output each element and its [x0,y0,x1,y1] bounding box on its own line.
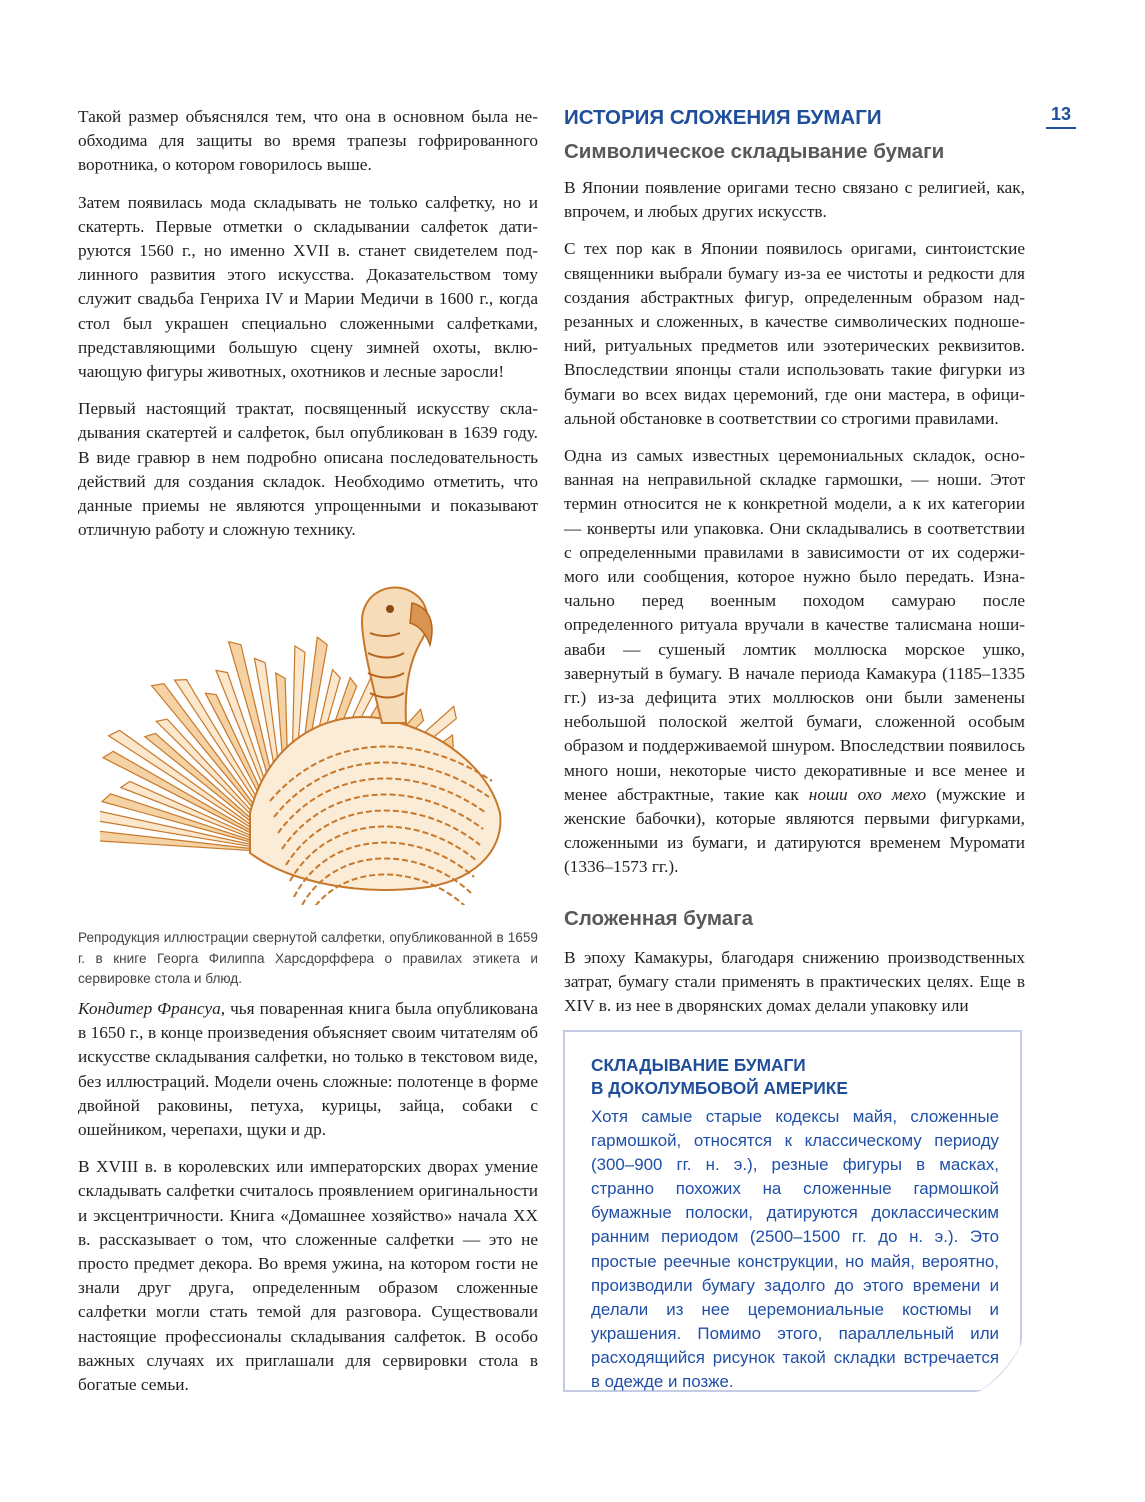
subsection-title: Сложенная бумага [564,906,754,930]
page-curl-icon [976,1340,1022,1392]
figure-caption: Репродукция иллюстрации свернутой салфетки, опубликованной в 1659 г. в книге Георга Филиппа Харсдорффера о правилах этикета и сервировке стола и блюд. [78,930,538,986]
page-number: 13 [1046,104,1076,129]
left-column-lower [78,997,538,1410]
italic-name: Кондитер Франсуа [78,999,221,1018]
sidebar-title-line: СКЛАДЫВАНИЕ БУМАГИ [591,1055,806,1075]
paragraph [78,997,538,1142]
paragraph: Затем появилась мода складывать не только салфетку, но и скатерть. Первые отметки о складывании салфеток датируются 1560 г., но именно XVII в. станет свидетелем подлинного развития этого искусства. Доказательством тому служит свадьба Генриха IV и Марии Медичи в 1600 г., когда стол был украшен специально сложенными салфетками, представляющими большую сцену зимней охоты, включающую фигуры животных, охотников и лесные заросли! [78,192,538,382]
paragraph: В XVIII в. в королевских или императорских дворах умение складывать салфетки считалось проявлением оригинальности и эксцентричности. Книга «Домашнее хозяйство» начала XX в. рассказывает о том, что сложенные салфетки — это не просто предмет декора. Во время ужина, на котором гости не знали друг друга, определенным образом сложенные салфетки могли стать темой для разговора. Существовали настоящие профессионалы складывания салфеток. В особо важных случаях их приглашали для сервировки стола в богатые семьи. [78,1157,538,1395]
paragraph: В эпоху Камакуры, благодаря снижению производственных затрат, бумагу стали применять в практических целях. Еще в XIV в. из нее в дворянских домах делали упаковку или [564,947,1025,1016]
folded-napkin-turkey-illustration [100,563,510,905]
sidebar-box [563,1030,1022,1392]
paragraph: Первый настоящий трактат, посвященный искусству складывания скатертей и салфеток, был опубликован в 1639 году. В виде гравюр в нем подробно описана последовательность действий для создания складок. Необходимо отметить, что данные приемы не являются упрощенными и показывают отличную работу и сложную технику. [78,399,538,540]
neck-and-head [362,588,432,723]
paragraph-text: (мужские и женские бабочки), которые являются первыми фигурками, сложенными из бумаги, и датируются временем Муромати (1336–1573 гг.). [564,784,1025,877]
section-title: ИСТОРИЯ СЛОЖЕНИЯ БУМАГИ [564,106,882,129]
sidebar-title [591,1054,991,1100]
paragraph [564,444,1025,880]
paragraph-text: , чья поваренная книга была опубликована в 1650 г., в конце произведения объясняет своим читателям об искусстве складывания салфетки, но только в текстовом виде, без иллюстраций. Модели очень сложные: полотенце в форме двойной раковины, петуха, курицы, зайца, собаки с ошейником, черепахи, щуки и др. [78,999,538,1140]
paragraph: В Японии появление оригами тесно связано с религией, как, впрочем, и любых других искусств. [564,178,1025,222]
sidebar-title-line: В ДОКОЛУМБОВОЙ АМЕРИКЕ [591,1078,848,1098]
turkey-napkin-drawing [100,563,510,905]
paragraph: Такой размер объяснялся тем, что она в основном была необходима для защиты во время трапезы гофрированного воротника, о котором говорилось выше. [78,107,538,175]
paragraph-text: Одна из самых известных церемониальных складок, основанная на неправильной складке гармошки, — ноши. Этот термин относится не к конкретной модели, а к их категории — конверты или упаковка. Они складывались в соответствии с определенными правилами в зависимости от их содержимого или сообщения, которое нужно было передать. Изначально перед военным походом самураю после определенного ритуала вручали в качестве талисмана ноши-аваби — сушеный ломтик моллюска морское ушко, завернутый в бумагу. В начале периода Камакура (1185–1335 гг.) из-за дефицита этих моллюсков они были заменены небольшой полоской желтой бумаги, сложенной особым образом и поддерживаемой шнуром. Впоследствии появилось много ноши, некоторые чисто декоративные и все менее и менее абстрактные, такие как [564,446,1025,804]
left-column-upper [78,105,538,555]
paragraph: С тех пор как в Японии появилось оригами, синтоистские священники выбрали бумагу из-за ее чистоты и редкости для создания абстрактных фигур, определенным образом надрезанных и сложенных, в качестве символических подношений, ритуальных предметов или эзотерических реквизитов. Впоследствии японцы стали использовать такие фигурки из бумаги во всех видах церемоний, где они мастера, в официальной обстановке в соответствии со строгими правилами. [564,239,1025,428]
sidebar-text: Хотя самые старые кодексы майя, сложенные гармошкой, относятся к классическому периоду (300–900 гг. н. э.), резные фигуры в масках, странно похожих на сложенные гармошкой бумажные полоски, датируются доклассическим ранним периодом (2500–1500 гг. до н. э.). Это простые реечные конструкции, но майя, вероятно, производили бумагу задолго до этого времени и делали из нее церемониальные костюмы и украшения. Помимо этого, параллельный или расходящийся рисунок такой складки встречается в одежде и позже. [591,1107,999,1392]
italic-term: ноши охо мехо [808,784,927,804]
subsection-title: Символическое складывание бумаги [564,140,945,163]
right-column [564,105,1025,1031]
